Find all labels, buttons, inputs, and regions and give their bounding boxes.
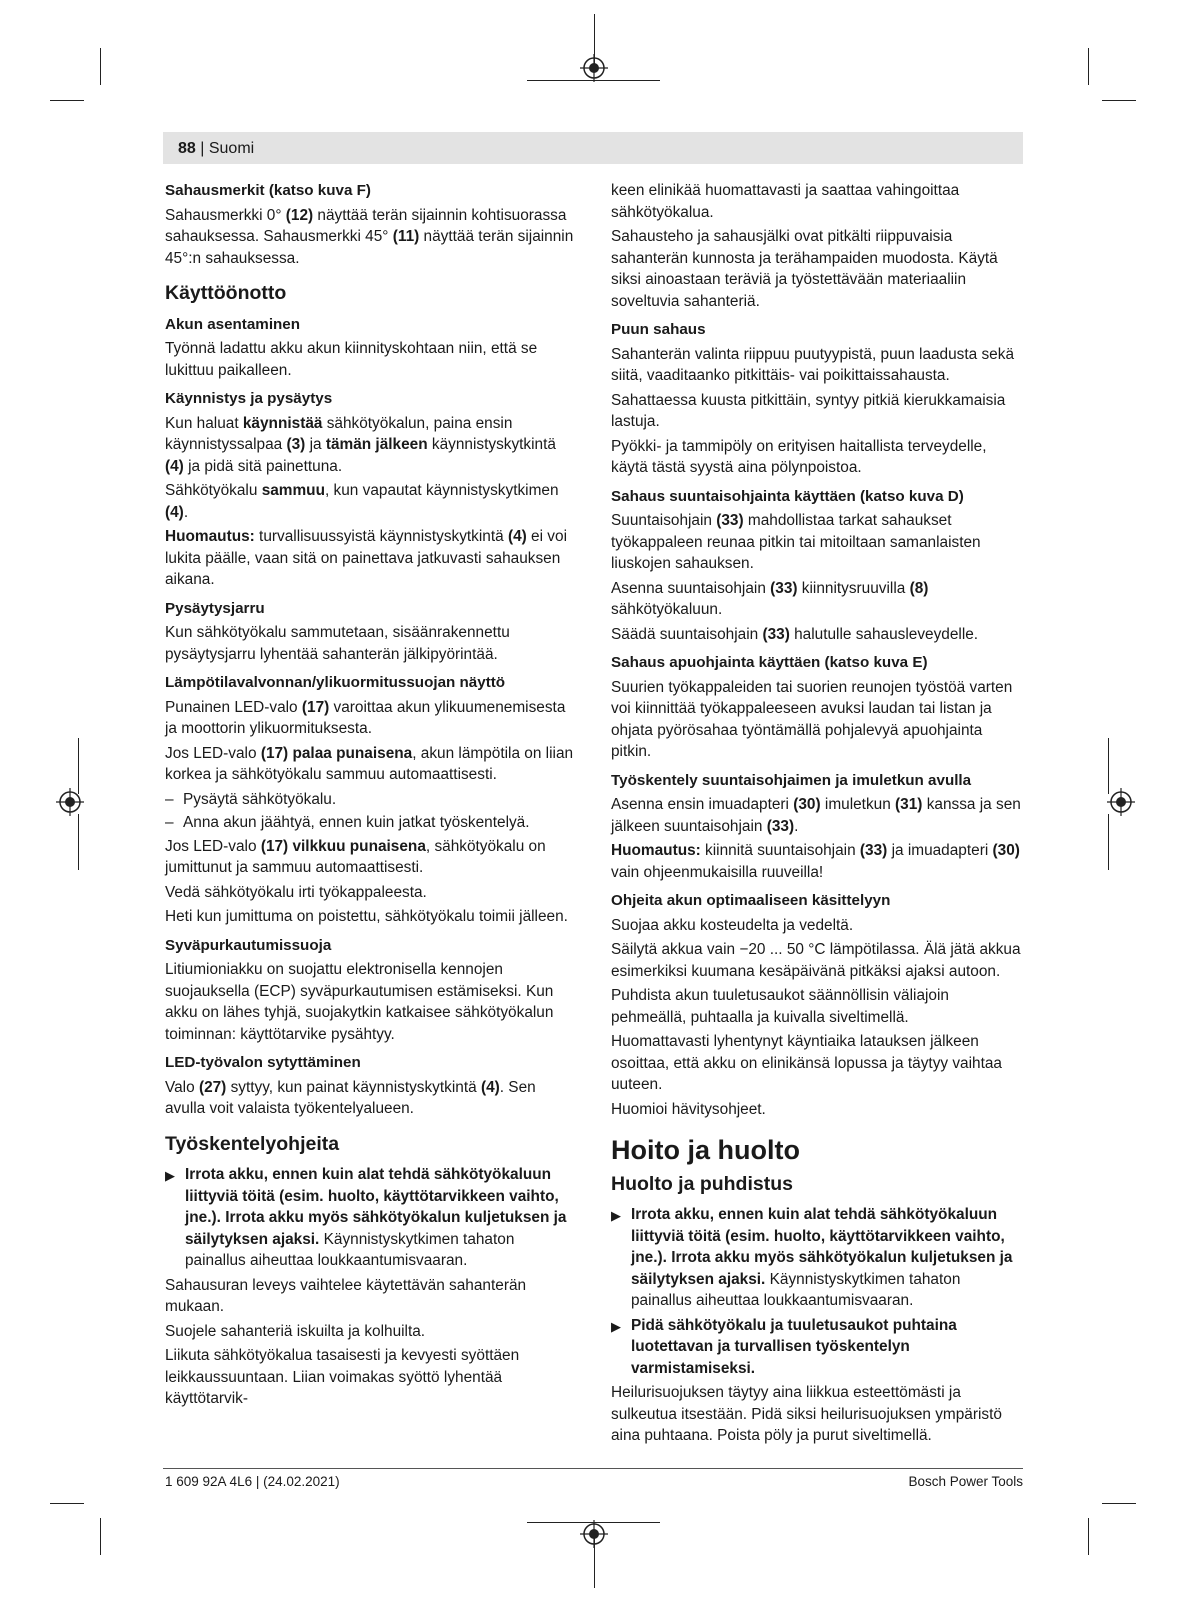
crop-mark	[100, 1518, 101, 1555]
paragraph: Sähkötyökalu sammuu, kun vapautat käynnistyskytkimen (4).	[165, 482, 559, 521]
paragraph: Suuntaisohjain (33) mahdollistaa tarkat sahaukset työkappaleen reunaa pitkin tai mitoiltaan samanlaisten liuskojen sahauksen.	[611, 512, 981, 572]
section-heading: Ohjeita akun optimaaliseen käsittelyyn	[611, 892, 891, 909]
paragraph: Litiumioniakku on suojattu elektronisella kennojen suojauksella (ECP) syväpurkautumisen estämiseksi. Kun akku on lähes tyhjä, suojakytkin katkaisee sähkötyökalun toiminnan: käyttötarvike pysähtyy.	[165, 961, 554, 1043]
section-heading: Syväpurkautumissuoja	[165, 936, 332, 954]
header-separator: |	[200, 140, 205, 157]
crop-mark	[78, 814, 79, 870]
list-item: – Anna akun jäähtyä, ennen kuin jatkat työskentelyä.	[165, 814, 530, 831]
paragraph: Suojaa akku kosteudelta ja vedeltä.	[611, 916, 854, 934]
section-heading: Pysäytysjarru	[165, 599, 265, 617]
footer-rule	[163, 1468, 1023, 1469]
paragraph: Heti kun jumittuma on poistettu, sähkötyökalu toimii jälleen.	[165, 908, 568, 925]
page-header	[178, 140, 254, 158]
paragraph: Huomautus: turvallisuussyistä käynnistyskytkintä (4) ei voi lukita päälle, vaan sitä on painettava jatkuvasti sahauksen aikana.	[165, 528, 567, 588]
crop-mark	[1088, 1518, 1089, 1555]
warning-item: ▶ Pidä sähkötyökalu ja tuuletusaukot puhtaina luotettavan ja turvallisen työskentelyn varmistamiseksi.	[611, 1315, 1025, 1380]
section-heading: Sahaus apuohjainta käyttäen (katso kuva E)	[611, 654, 928, 671]
crop-mark	[78, 738, 79, 794]
paragraph: Kun sähkötyökalu sammutetaan, sisäänrakennettu pysäytysjarru lyhentää sahanterän jälkipyörintää.	[165, 624, 510, 663]
paragraph: Heilurisuojuksen täytyy aina liikkua esteettömästi ja sulkeutua itsestään. Pidä siksi heilurisuojuksen ympäristö aina puhtaana. Poista pöly ja purut siveltimellä.	[611, 1384, 1002, 1444]
paragraph: Valo (27) syttyy, kun painat käynnistyskytkintä (4). Sen avulla voit valaista työkentelyalueen.	[165, 1078, 536, 1117]
section-heading: Sahaus suuntaisohjainta käyttäen (katso kuva D)	[611, 487, 964, 505]
paragraph: Huomattavasti lyhentynyt käyntiaika latauksen jälkeen osoittaa, että akku on elinikänsä lopussa ja täytyy vaihtaa uuteen.	[611, 1033, 1002, 1093]
paragraph: Jos LED-valo (17) palaa punaisena, akun lämpötila on liian korkea ja sähkötyökalu sammuu automaattisesti.	[165, 744, 574, 783]
section-heading: LED-työvalon sytyttäminen	[165, 1054, 361, 1071]
footer-brand: Bosch Power Tools	[908, 1474, 1023, 1489]
section-heading: Puun sahaus	[611, 321, 706, 338]
paragraph: Asenna suuntaisohjain (33) kiinnitysruuvilla (8) sähkötyökaluun.	[611, 579, 929, 618]
paragraph: Jos LED-valo (17) vilkkuu punaisena, sähkötyökalu on jumittunut ja sammuu automaattisesti.	[165, 837, 546, 876]
registration-mark-icon	[56, 788, 84, 816]
registration-mark-icon	[1107, 788, 1135, 816]
paragraph: Huomautus: kiinnitä suuntaisohjain (33) ja imuadapteri (30) vain ohjeenmukaisilla ruuveilla!	[611, 842, 1020, 881]
section-heading: Työskentely suuntaisohjaimen ja imuletkun avulla	[611, 771, 972, 789]
registration-mark-icon	[580, 1520, 608, 1548]
crop-mark	[1088, 48, 1089, 85]
section-heading: Lämpötilavalvonnan/ylikuormitussuojan näyttö	[165, 674, 506, 691]
triangle-bullet-icon: ▶	[611, 1208, 621, 1223]
header-band	[163, 132, 1023, 164]
paragraph: Sahanterän valinta riippuu puutyypistä, puun laadusta sekä siitä, vaaditaanko pitkittäis- vai poikittaissahausta.	[611, 345, 1014, 384]
footer-document-id: 1 609 92A 4L6 | (24.02.2021)	[165, 1474, 340, 1489]
crop-mark	[1108, 814, 1109, 870]
paragraph: Työnnä ladattu akku akun kiinnityskohtaan niin, että se lukittuu paikalleen.	[165, 340, 538, 379]
crop-mark	[1102, 100, 1136, 101]
crop-mark	[50, 100, 84, 101]
paragraph: Puhdista akun tuuletusaukot säännöllisin väliajoin pehmeällä, puhtaalla ja kuivalla siveltimellä.	[611, 987, 949, 1026]
section-heading: Sahausmerkit (katso kuva F)	[165, 182, 371, 199]
section-heading: Käynnistys ja pysäytys	[165, 390, 333, 407]
crop-mark	[1108, 738, 1109, 794]
warning-item: ▶ Irrota akku, ennen kuin alat tehdä sähkötyökaluun liittyviä töitä (esim. huolto, käyttötarvikkeen vaihto, jne.). Irrota akku myös sähkötyökalun kuljetuksen ja säilytyksen ajaksi. Käynnistyskytkimen tahaton painallus aiheuttaa loukkaantumisvaaran.	[165, 1164, 575, 1272]
paragraph: Sahattaessa kuusta pitkittäin, syntyy pitkiä kierukkamaisia lastuja.	[611, 391, 1006, 430]
left-column	[165, 180, 575, 1413]
paragraph: Sahausteho ja sahausjälki ovat pitkälti riippuvaisia sahanterän kunnosta ja terähampaiden muodosta. Käytä siksi ainoastaan teräviä ja työstettävään materiaaliin soveltuvia sahanteriä.	[611, 228, 998, 310]
warning-item: ▶ Irrota akku, ennen kuin alat tehdä sähkötyökaluun liittyviä töitä (esim. huolto, käyttötarvikkeen vaihto, jne.). Irrota akku myös sähkötyökalun kuljetuksen ja säilytyksen ajaksi. Käynnistyskytkimen tahaton painallus aiheuttaa loukkaantumisvaaran.	[611, 1204, 1025, 1312]
triangle-bullet-icon: ▶	[165, 1168, 175, 1183]
paragraph: Säädä suuntaisohjain (33) halutulle sahausleveydelle.	[611, 625, 979, 643]
paragraph: Pyökki- ja tammipöly on erityisen haitallista terveydelle, käytä tästä syystä aina pölynpoistoa.	[611, 437, 987, 476]
chapter-title: Hoito ja huolto	[611, 1135, 800, 1165]
paragraph: Kun haluat käynnistää sähkötyökalun, paina ensin käynnistyssalpaa (3) ja tämän jälkeen käynnistyskytkintä (4) ja pidä sitä painettuna.	[165, 414, 556, 475]
section-heading: Akun asentaminen	[165, 315, 301, 333]
crop-mark	[1102, 1503, 1136, 1504]
paragraph: Liikuta sähkötyökalua tasaisesti ja kevyesti syöttäen leikkaussuuntaan. Liian voimakas syöttö lyhentää käyttötarvik-	[165, 1347, 520, 1407]
page-number: 88	[178, 140, 196, 157]
paragraph: Säilytä akkua vain −20 ... 50 °C lämpötilassa. Älä jätä akkua esimerkiksi kuumana kesäpäivänä pitkäksi ajaksi autoon.	[611, 941, 1021, 980]
header-language: Suomi	[208, 140, 255, 157]
paragraph: Suurien työkappaleiden tai suorien reunojen työstöä varten voi kiinnittää työkappaleeseen avuksi laudan tai listan ja ohjata pyörösahaa työntämällä pohjalevyä apuohjainta pitkin.	[611, 678, 1013, 760]
paragraph: Suojele sahanteriä iskuilta ja kolhuilta.	[165, 1322, 426, 1340]
chapter-heading: Työskentelyohjeita	[165, 1132, 340, 1155]
paragraph: Sahausuran leveys vaihtelee käytettävän sahanterän mukaan.	[165, 1276, 527, 1315]
registration-mark-icon	[580, 54, 608, 82]
paragraph: Sahausmerkki 0° (12) näyttää terän sijainnin kohtisuorassa sahauksessa. Sahausmerkki 45° (11) näyttää terän sijainnin 45°:n sahauksessa.	[165, 206, 574, 267]
paragraph: Huomioi hävitysohjeet.	[611, 1100, 766, 1118]
list-item: – Pysäytä sähkötyökalu.	[165, 790, 337, 808]
crop-mark	[100, 48, 101, 85]
crop-mark	[50, 1503, 84, 1504]
triangle-bullet-icon: ▶	[611, 1318, 621, 1334]
chapter-heading: Käyttöönotto	[165, 282, 287, 304]
chapter-heading: Huolto ja puhdistus	[611, 1172, 793, 1195]
paragraph: Punainen LED-valo (17) varoittaa akun ylikuumenemisesta ja moottorin ylikuormituksesta.	[165, 698, 566, 737]
right-column	[611, 180, 1025, 1450]
paragraph: keen elinikää huomattavasti ja saattaa vahingoittaa sähkötyökalua.	[611, 182, 960, 221]
paragraph: Asenna ensin imuadapteri (30) imuletkun (31) kanssa ja sen jälkeen suuntaisohjain (33).	[611, 796, 1021, 835]
paragraph: Vedä sähkötyökalu irti työkappaleesta.	[165, 883, 427, 901]
